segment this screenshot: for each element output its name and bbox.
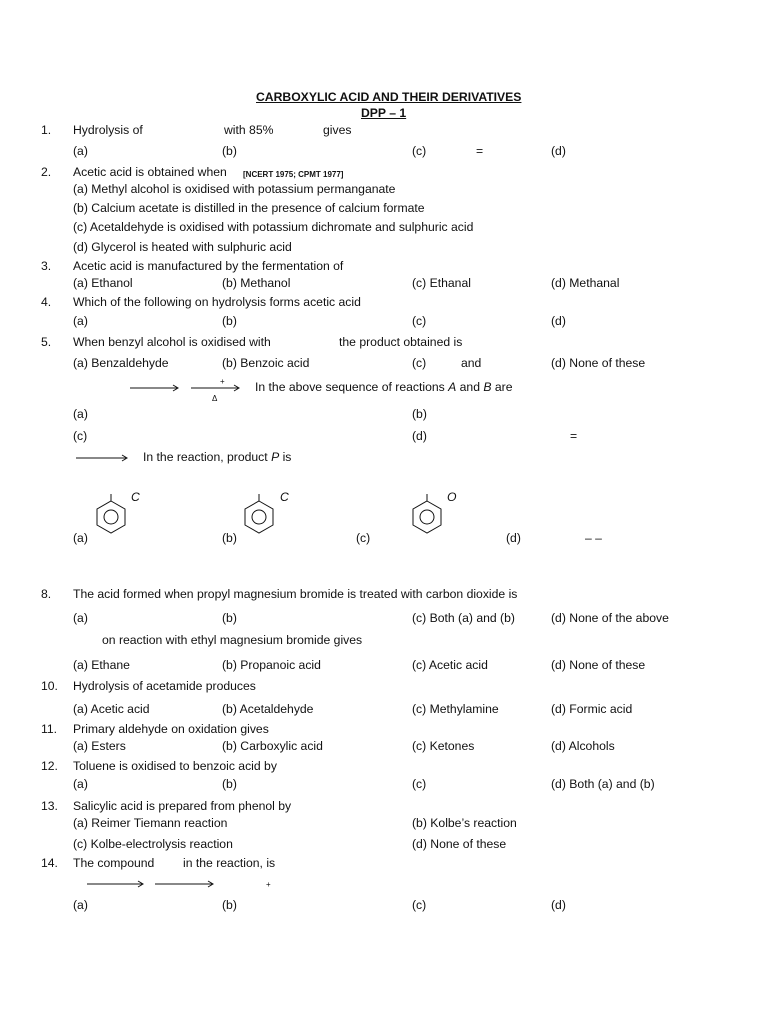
q5-option-d: (d) None of these [551, 356, 646, 370]
benzene-ring-c [409, 493, 445, 539]
q6-option-c: (c) [73, 429, 88, 443]
q7-var-p: P [271, 450, 280, 464]
q10-number: 10. [41, 679, 58, 693]
q13-option-b: (b) Kolbe’s reaction [412, 816, 517, 830]
q1-text-1: Hydrolysis of [73, 123, 143, 137]
q1-option-b: (b) [222, 144, 237, 158]
q13-option-a: (a) Reimer Tiemann reaction [73, 816, 228, 830]
q1-text-3: gives [323, 123, 352, 137]
q12-option-b: (b) [222, 777, 237, 791]
q10-option-c: (c) Methylamine [412, 702, 499, 716]
q1-equals: = [476, 144, 484, 158]
q5-number: 5. [41, 335, 52, 349]
q2-text: Acetic acid is obtained when [73, 165, 227, 179]
q2-source-tag: [NCERT 1975; CPMT 1977] [243, 170, 344, 179]
q6-var-a: A [448, 380, 457, 394]
q11-option-b: (b) Carboxylic acid [222, 739, 323, 753]
q8-option-a: (a) [73, 611, 88, 625]
q9-option-c: (c) Acetic acid [412, 658, 488, 672]
q6-plus-sign: + [220, 377, 225, 386]
q4-number: 4. [41, 295, 52, 309]
q8-option-b: (b) [222, 611, 237, 625]
q7-option-a: (a) [73, 531, 88, 545]
q7-dashes: – – [585, 531, 602, 545]
q6-equals: = [570, 429, 578, 443]
q8-text: The acid formed when propyl magnesium bromide is treated with carbon dioxide is [73, 587, 518, 601]
ring-a-label: C [131, 490, 140, 504]
q14-option-b: (b) [222, 898, 237, 912]
q2-option-d: (d) Glycerol is heated with sulphuric acid [73, 240, 292, 254]
q7-text [143, 450, 291, 464]
reaction-arrow-4 [86, 879, 146, 889]
page-title: CARBOXYLIC ACID AND THEIR DERIVATIVES [256, 90, 522, 104]
q4-text: Which of the following on hydrolysis forms acetic acid [73, 295, 361, 309]
q3-option-a: (a) Ethanol [73, 276, 133, 290]
q8-number: 8. [41, 587, 52, 601]
q5-text-1: When benzyl alcohol is oxidised with [73, 335, 271, 349]
q2-option-c: (c) Acetaldehyde is oxidised with potassium dichromate and sulphuric acid [73, 220, 474, 234]
q3-text: Acetic acid is manufactured by the fermentation of [73, 259, 344, 273]
q6-option-a: (a) [73, 407, 88, 421]
q11-number: 11. [41, 722, 58, 736]
q3-option-c: (c) Ethanal [412, 276, 471, 290]
q8-option-c: (c) Both (a) and (b) [412, 611, 515, 625]
q12-option-a: (a) [73, 777, 88, 791]
q12-text: Toluene is oxidised to benzoic acid by [73, 759, 277, 773]
q6-var-b: B [483, 380, 492, 394]
q4-option-a: (a) [73, 314, 88, 328]
q12-number: 12. [41, 759, 58, 773]
q5-option-b: (b) Benzoic acid [222, 356, 310, 370]
q13-option-d: (d) None of these [412, 837, 507, 851]
q14-option-a: (a) [73, 898, 88, 912]
q13-option-c: (c) Kolbe-electrolysis reaction [73, 837, 233, 851]
q10-option-b: (b) Acetaldehyde [222, 702, 314, 716]
q14-option-d: (d) [551, 898, 566, 912]
q9-option-b: (b) Propanoic acid [222, 658, 321, 672]
q4-option-c: (c) [412, 314, 427, 328]
q8-option-d: (d) None of the above [551, 611, 669, 625]
q14-option-c: (c) [412, 898, 427, 912]
q1-option-d: (d) [551, 144, 566, 158]
q14-number: 14. [41, 856, 58, 870]
q4-option-b: (b) [222, 314, 237, 328]
page-subtitle: DPP – 1 [361, 106, 407, 120]
q7-text-main: In the reaction, product [143, 450, 268, 464]
q9-option-d: (d) None of these [551, 658, 646, 672]
q6-text-main: In the above sequence of reactions [255, 380, 445, 394]
q5-text-2: the product obtained is [339, 335, 463, 349]
benzene-ring-a [93, 493, 129, 539]
q11-text: Primary aldehyde on oxidation gives [73, 722, 269, 736]
ring-b-label: C [280, 490, 289, 504]
q7-option-b: (b) [222, 531, 237, 545]
ring-c-label: O [447, 490, 457, 504]
q2-option-a: (a) Methyl alcohol is oxidised with potassium permanganate [73, 182, 396, 196]
q5-option-c: (c) [412, 356, 427, 370]
q3-number: 3. [41, 259, 52, 273]
q11-option-c: (c) Ketones [412, 739, 475, 753]
q14-text-2: in the reaction, is [183, 856, 276, 870]
q14-plus-sign: + [266, 880, 271, 889]
q11-option-a: (a) Esters [73, 739, 126, 753]
q14-text-1: The compound [73, 856, 155, 870]
q10-text: Hydrolysis of acetamide produces [73, 679, 256, 693]
q6-text [255, 380, 513, 394]
q1-option-c: (c) [412, 144, 427, 158]
q12-option-d: (d) Both (a) and (b) [551, 777, 655, 791]
q6-option-d: (d) [412, 429, 427, 443]
q2-number: 2. [41, 165, 52, 179]
benzene-ring-b [241, 493, 277, 539]
q11-option-d: (d) Alcohols [551, 739, 615, 753]
q9-option-a: (a) Ethane [73, 658, 130, 672]
reaction-arrow-5 [154, 879, 216, 889]
q5-option-a: (a) Benzaldehyde [73, 356, 169, 370]
q6-are: are [494, 380, 513, 394]
q1-number: 1. [41, 123, 52, 137]
q1-option-a: (a) [73, 144, 88, 158]
reaction-arrow-3 [75, 453, 130, 463]
q6-option-b: (b) [412, 407, 427, 421]
reaction-arrow-1 [129, 383, 181, 393]
q7-is: is [282, 450, 292, 464]
q9-text: on reaction with ethyl magnesium bromide gives [102, 633, 363, 647]
q13-number: 13. [41, 799, 58, 813]
q3-option-b: (b) Methanol [222, 276, 291, 290]
q2-option-b: (b) Calcium acetate is distilled in the presence of calcium formate [73, 201, 425, 215]
q12-option-c: (c) [412, 777, 427, 791]
q13-text: Salicylic acid is prepared from phenol by [73, 799, 292, 813]
q6-and: and [459, 380, 480, 394]
q10-option-d: (d) Formic acid [551, 702, 633, 716]
q6-heat-delta: Δ [212, 394, 218, 403]
q7-option-c: (c) [356, 531, 371, 545]
q1-text-2: with 85% [224, 123, 274, 137]
q10-option-a: (a) Acetic acid [73, 702, 150, 716]
q4-option-d: (d) [551, 314, 566, 328]
q7-option-d: (d) [506, 531, 521, 545]
q3-option-d: (d) Methanal [551, 276, 620, 290]
q5-and: and [461, 356, 482, 370]
